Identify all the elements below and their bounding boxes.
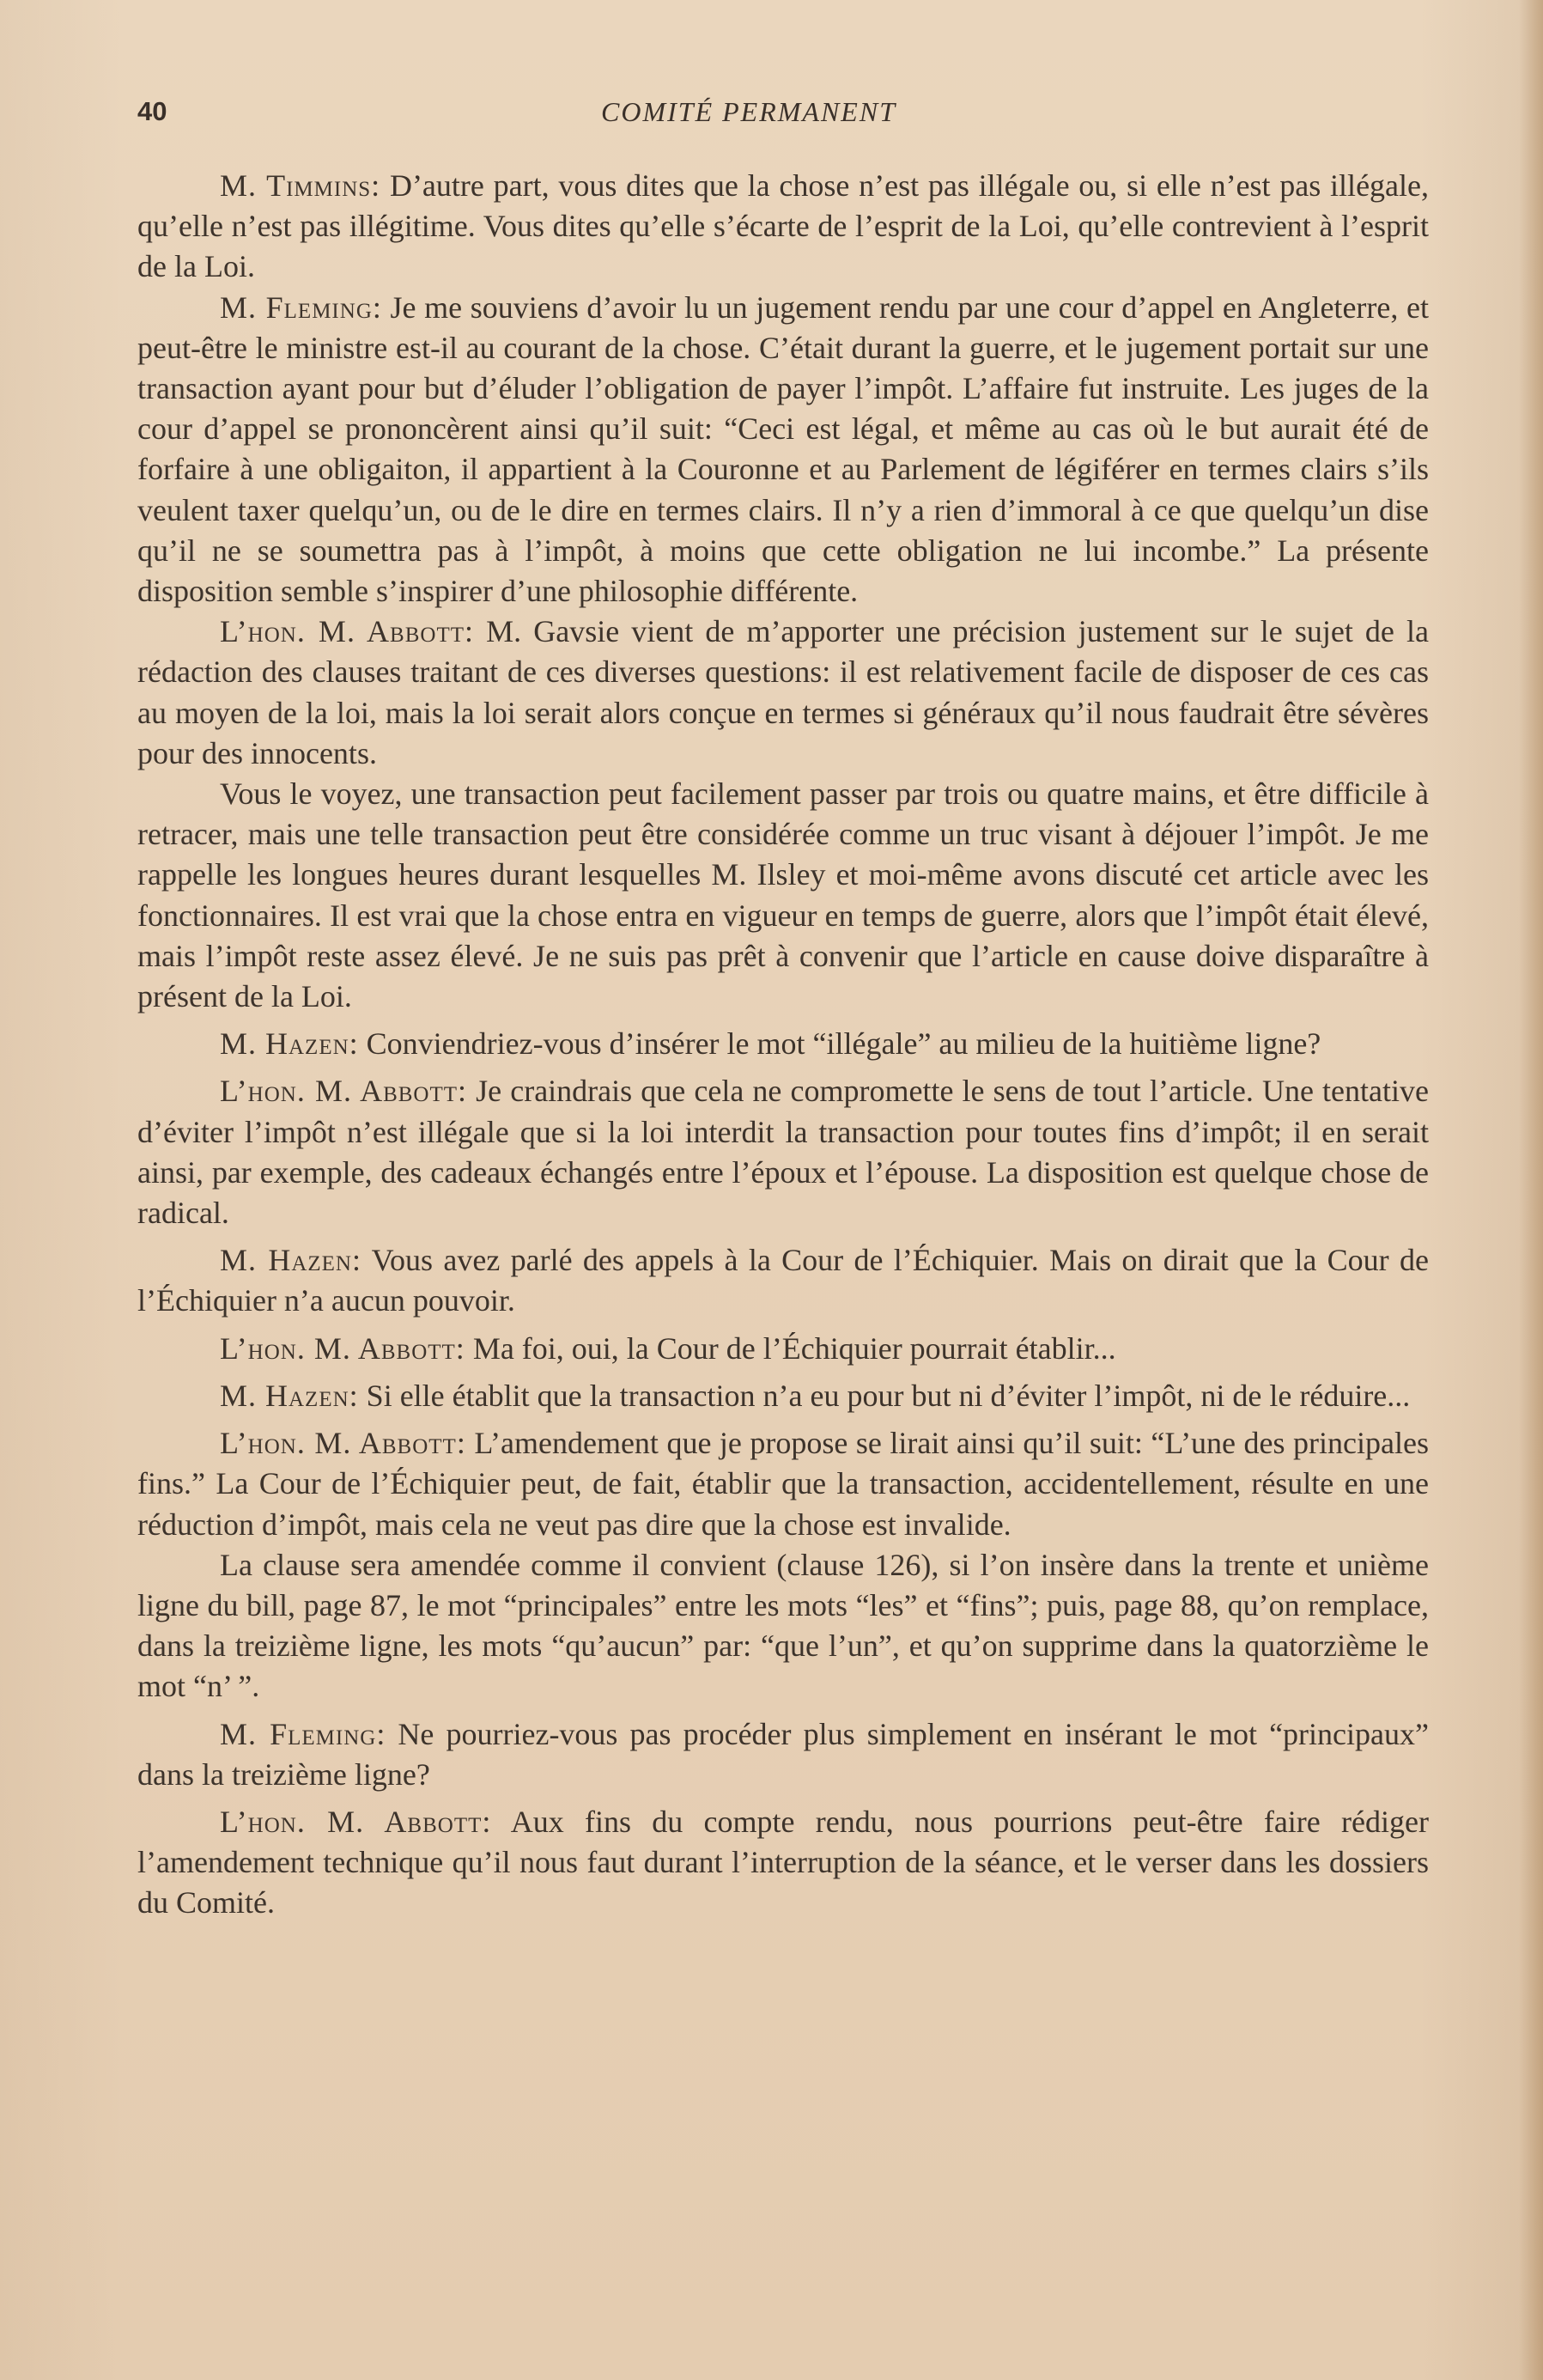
speaker-name: M. Fleming: — [220, 289, 382, 325]
paragraph-text: Conviendriez-vous d’insérer le mot “illégale” au milieu de la huitième ligne? — [358, 1026, 1321, 1062]
speaker-name: M. Timmins: — [220, 168, 381, 203]
paragraph-text: Ne pourriez-vous pas procéder plus simplement en insérant le mot “principaux” dans la treizième ligne? — [137, 1716, 1429, 1792]
paragraph — [137, 1423, 1429, 1545]
paragraph — [137, 1376, 1429, 1416]
paragraph — [137, 612, 1429, 774]
page-number: 40 — [137, 96, 167, 126]
speaker-name: L’hon. M. Abbott: — [220, 614, 475, 649]
body-text — [137, 166, 1429, 1924]
speaker-name: L’hon. M. Abbott: — [220, 1074, 468, 1109]
paragraph — [137, 166, 1429, 288]
paragraph-text: D’autre part, vous dites que la chose n’est pas illégale ou, si elle n’est pas illégale, qu’elle n’est pas illégitime. Vous dites qu’elle s’écarte de l’esprit de la Loi, qu’elle contrevient à l’esprit de la Loi. — [137, 168, 1430, 284]
speaker-name: L’hon. M. Abbott: — [220, 1426, 466, 1461]
paragraph-text: Aux fins du compte rendu, nous pourrions peut-être faire rédiger l’amendement technique qu’il nous faut durant l’interruption de la séance, et le verser dans les dossiers du Comité. — [137, 1804, 1429, 1920]
paragraph — [137, 1714, 1429, 1795]
speaker-name: M. Fleming: — [220, 1716, 386, 1751]
page-header — [137, 96, 1429, 131]
paragraph-text: Ma foi, oui, la Cour de l’Échiquier pourrait établir... — [465, 1330, 1116, 1366]
speaker-name: M. Hazen: — [220, 1026, 359, 1062]
paragraph — [137, 774, 1429, 1017]
speaker-name: M. Hazen: — [220, 1243, 361, 1278]
paragraph-text: L’amendement que je propose se lirait ainsi qu’il suit: “L’une des principales fins.” La Cour de l’Échiquier peut, de fait, établir que la transaction, accidentellement, résulte en une réduction d’impôt, mais cela ne veut pas dire que la chose est invalide. — [137, 1426, 1429, 1542]
page-edge-shadow — [1519, 0, 1543, 2380]
paragraph-text: M. Gavsie vient de m’apporter une précision justement sur le sujet de la rédaction des clauses traitant de ces diverses questions: il est relativement facile de disposer de ces cas au moyen de la loi, mais la loi serait alors conçue en termes si généraux qu’il nous faudrait être sévères pour des innocents. — [137, 614, 1429, 770]
paragraph-text: Si elle établit que la transaction n’a eu pour but ni d’éviter l’impôt, ni de le réduire... — [358, 1378, 1411, 1413]
paragraph — [137, 1802, 1429, 1924]
paragraph-text: Je craindrais que cela ne compromette le sens de tout l’article. Une tentative d’éviter l’impôt n’est illégale que si la loi interdit la transaction pour toutes fins d’impôt; il en serait ainsi, par exemple, des cadeaux échangés entre l’époux et l’épouse. La disposition est quelque chose de radical. — [137, 1074, 1429, 1231]
paragraph — [137, 288, 1429, 612]
paragraph — [137, 1545, 1429, 1707]
speaker-name: L’hon. M. Abbott: — [220, 1804, 492, 1839]
paragraph — [137, 1329, 1429, 1369]
paragraph-text: Vous le voyez, une transaction peut facilement passer par trois ou quatre mains, et être difficile à retracer, mais une telle transaction peut être considérée comme un truc visant à déjouer l’impôt. Je me rappelle les longues heures durant lesquelles M. Ilsley et moi-même avons discuté cet article avec les fonctionnaires. Il est vrai que la chose entra en vigueur en temps de guerre, alors que l’impôt était élevé, mais l’impôt reste assez élevé. Je ne suis pas prêt à convenir que l’article en cause doive disparaître à présent de la Loi. — [137, 776, 1429, 1014]
speaker-name: L’hon. M. Abbott: — [220, 1330, 465, 1366]
speaker-name: M. Hazen: — [220, 1378, 359, 1413]
paragraph — [137, 1071, 1429, 1233]
paragraph-text: Vous avez parlé des appels à la Cour de l’Échiquier. Mais on dirait que la Cour de l’Échiquier n’a aucun pouvoir. — [137, 1243, 1429, 1318]
paragraph-text: La clause sera amendée comme il convient (clause 126), si l’on insère dans la trente et unième ligne du bill, page 87, le mot “principales” entre les mots “les” et “fins”; puis, page 88, qu’on remplace, dans la treizième ligne, les mots “qu’aucun” par: “que l’un”, et qu’on supprime dans la quatorzième le mot “n’ ”. — [137, 1547, 1429, 1704]
paragraph-text: Je me souviens d’avoir lu un jugement rendu par une cour d’appel en Angleterre, et peut-être le ministre est-il au courant de la chose. C’était durant la guerre, et le jugement portait sur une transaction ayant pour but d’éluder l’obligation de payer l’impôt. L’affaire fut instruite. Les juges de la cour d’appel se prononcèrent ainsi qu’il suit: “Ceci est légal, et même au cas où le but aurait été de forfaire à une obligaiton, il appartient à la Couronne et au Parlement de légiférer en termes clairs s’ils veulent taxer quelqu’un, ou de le dire en termes clairs. Il n’y a rien d’immoral à ce que quelqu’un dise qu’il ne se soumettra pas à l’impôt, à moins que cette obligation ne lui incombe.” La présente disposition semble s’inspirer d’une philosophie différente. — [137, 289, 1429, 609]
running-head: COMITÉ PERMANENT — [601, 96, 896, 127]
paragraph — [137, 1240, 1429, 1321]
paragraph — [137, 1024, 1429, 1064]
